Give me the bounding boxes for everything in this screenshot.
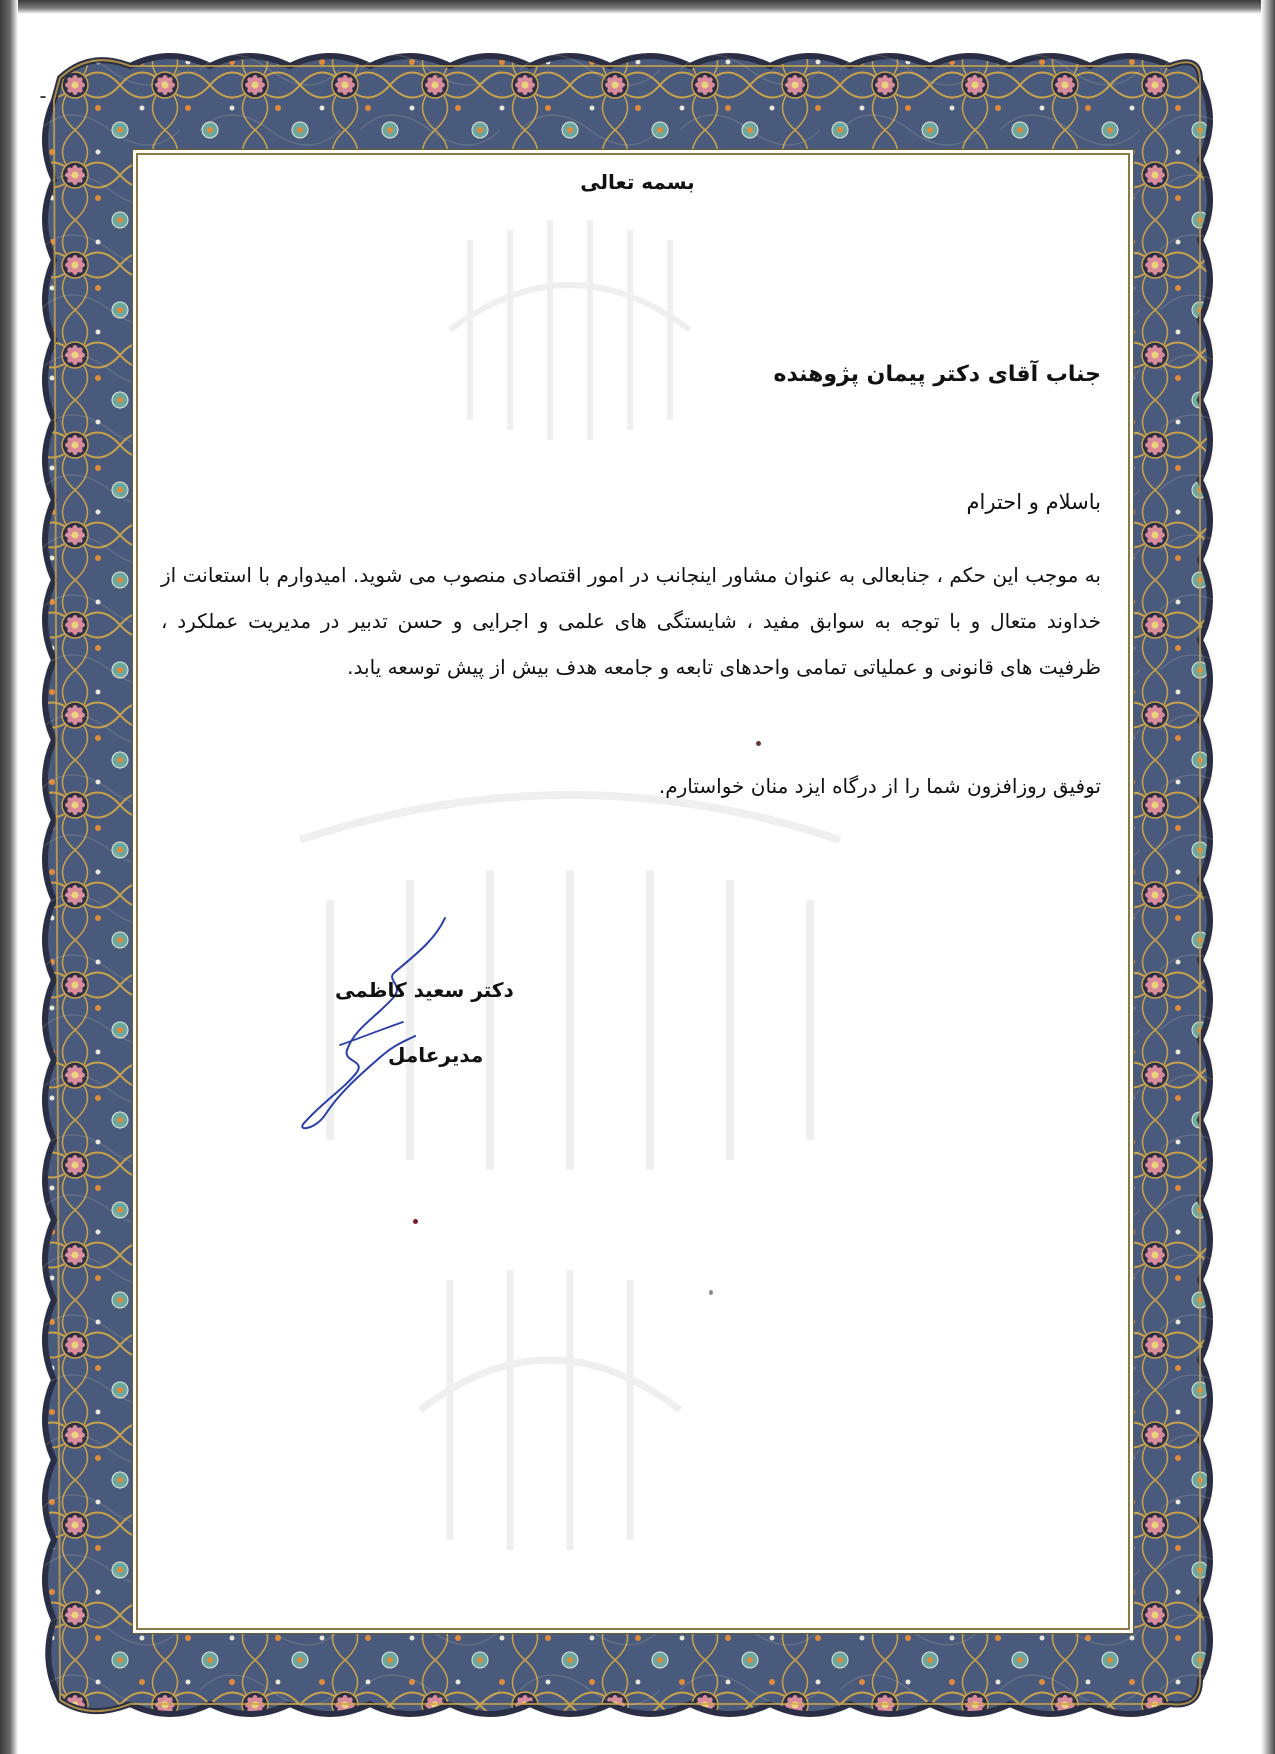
scan-edge-right [1261, 0, 1275, 1754]
handwritten-signature [285, 910, 485, 1135]
signatory-name: دکتر سعید کاظمی [335, 978, 514, 1002]
greeting-line: باسلام و احترام [966, 490, 1101, 514]
ink-speck [413, 1219, 418, 1224]
recipient-line: جناب آقای دکتر پیمان پژوهنده [773, 362, 1101, 387]
ink-speck [756, 741, 761, 746]
body-paragraph: به موجب این حکم ، جنابعالی به عنوان مشاور اینجانب در امور اقتصادی منصوب می شوید. امیدوارم با استعانت از خداوند متعال و با توجه به سوابق مفید ، شایستگی های علمی و اجرایی و حسن تدبیر در مدیریت عملکرد ، ظرفیت های قانونی و عملیاتی تمامی واحدهای تابعه و جامعه هدف بیش از پیش توسعه یابد. [161, 563, 1101, 679]
signatory-title: مدیرعامل [388, 1043, 484, 1067]
ink-speck [709, 1290, 713, 1295]
watermark-emblem-bottom [400, 1250, 700, 1570]
ink-speck [40, 96, 46, 98]
scan-edge-left [0, 0, 18, 1754]
bismillah-heading: بسمه تعالی [580, 170, 695, 194]
closing-line: توفیق روزافزون شما را از درگاه ایزد منان خواستارم. [658, 774, 1101, 798]
watermark-emblem-top [430, 200, 710, 460]
scan-edge-top [0, 0, 1275, 14]
